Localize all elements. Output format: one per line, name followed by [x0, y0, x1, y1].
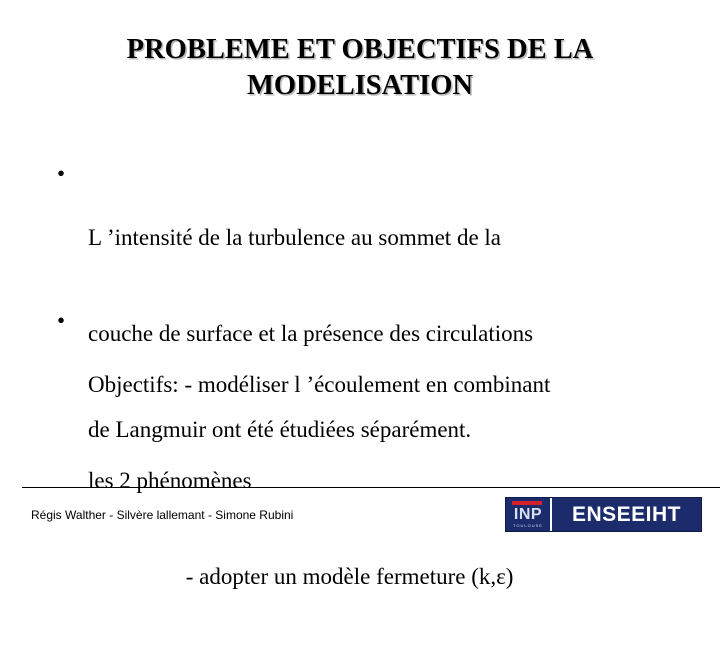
bullet-line: de Langmuir ont été étudiées séparément. — [88, 417, 472, 442]
bullet-line: - adopter un modèle fermeture (k,ε) — [88, 564, 514, 589]
bullet-marker: • — [57, 161, 66, 186]
bullet-line: Objectifs: - modéliser l ’écoulement en combinant — [88, 372, 551, 397]
enseeiht-logo-text: ENSEEIHT — [571, 502, 682, 526]
logo-red-bar — [512, 501, 542, 505]
slide-title-line-1: PROBLEME ET OBJECTIFS DE LA — [126, 34, 594, 65]
bullet-text — [88, 305, 688, 657]
footer-divider — [22, 487, 720, 488]
bullet-marker: • — [57, 308, 66, 333]
bullet-line: L ’intensité de la turbulence au sommet de la — [88, 225, 502, 250]
slide-title — [40, 32, 680, 104]
inp-logo-block — [506, 498, 552, 531]
inp-logo-subtext: TOULOUSE — [513, 523, 543, 528]
inp-enseeiht-logo — [505, 497, 702, 532]
footer-authors: Régis Walther - Silvère lallemant - Simone Rubini — [31, 508, 294, 522]
bullet-line: couche de surface et la présence des circulations — [88, 321, 534, 346]
inp-logo-text: INP — [513, 506, 543, 523]
slide-title-line-2: MODELISATION — [247, 70, 473, 101]
bullet-line: les 2 phénomènes — [88, 468, 252, 493]
